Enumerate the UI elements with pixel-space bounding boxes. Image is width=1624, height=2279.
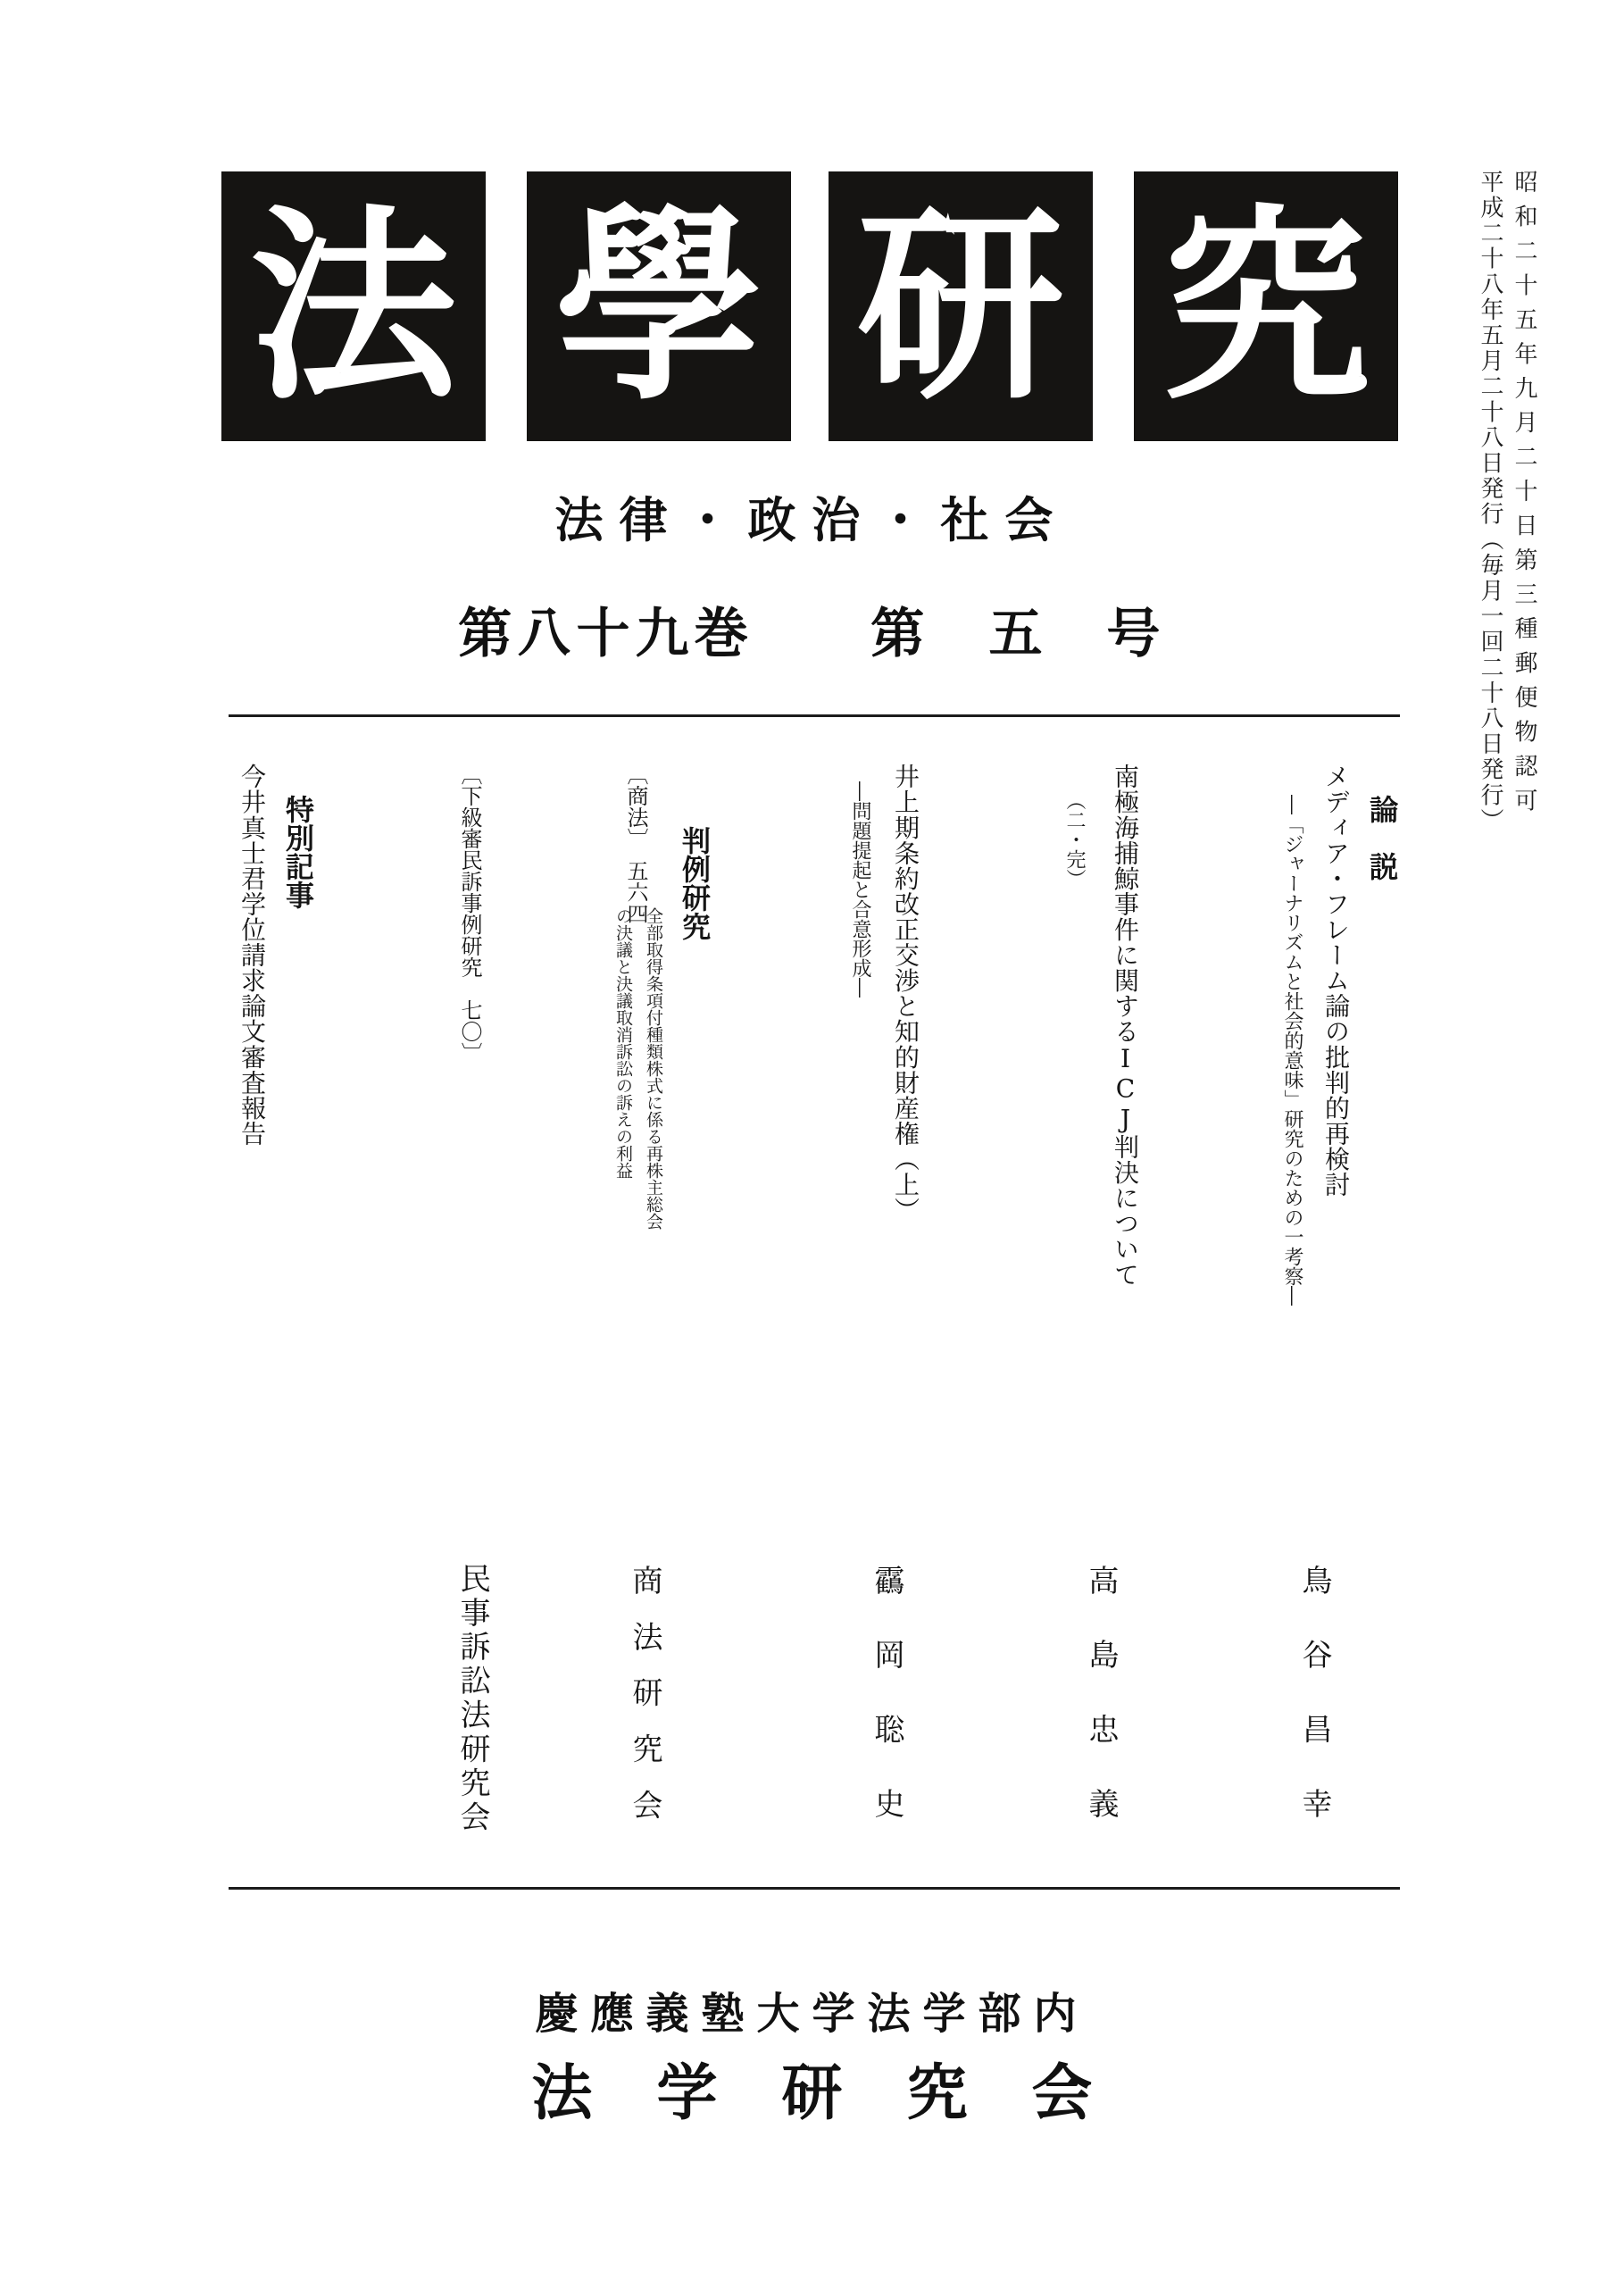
- case-2-author: 民事訴訟法研究会: [454, 1563, 490, 1835]
- toc-bottom-rule: [229, 1887, 1400, 1890]
- article-2-title-pre: 南極海捕鯨事件に関する: [1111, 764, 1140, 1045]
- article-3-subtitle: ―問題提起と合意形成―: [849, 781, 871, 998]
- case-1-author: 商法研究会: [627, 1565, 662, 1846]
- publisher-location: 慶應義塾大学法学部内: [535, 1989, 1089, 2039]
- article-2-note: （二・完）: [1063, 790, 1086, 889]
- article-3-author: 靍岡聡史: [869, 1565, 904, 1863]
- article-3-title: 井上期条約改正交渉と知的財産権（上）: [891, 764, 920, 1223]
- publisher-name: 法学研究会: [531, 2058, 1157, 2129]
- article-1-author: 鳥谷昌幸: [1296, 1565, 1332, 1863]
- section-label-case-studies: 判例研究: [678, 826, 712, 940]
- journal-subtitle: 法律・政治・社会: [554, 491, 1070, 548]
- postal-approval-line: 昭和二十五年九月二十日第三種郵便物認可: [1511, 170, 1537, 823]
- article-1-subtitle: ―「ジャーナリズムと社会的意味」研究のための一考察―: [1281, 795, 1303, 1306]
- masthead-tile-4: [1134, 171, 1398, 441]
- masthead-char-1: 法: [249, 184, 457, 428]
- masthead-tile-2: [527, 171, 791, 441]
- case-1-title-line-2: の決議と決議取消訴訟の訴えの利益: [613, 907, 633, 1179]
- case-2-heading: 〔下級審民訴事例研究 七〇〕: [457, 764, 482, 1064]
- issue-date-line: 平成二十八年五月二十八日発行（毎月一回二十八日発行）: [1477, 170, 1503, 834]
- masthead-tile-3: [829, 171, 1093, 441]
- article-1-title: メディア・フレーム論の批判的再検討: [1321, 764, 1351, 1198]
- special-article-title: 今井真士君学位請求論文審査報告: [237, 764, 267, 1147]
- toc-top-rule: [229, 714, 1400, 717]
- article-2-title: [1111, 764, 1140, 1288]
- article-2-author: 高島忠義: [1083, 1565, 1119, 1863]
- volume-issue-line: 第八十九巻 第 五 号: [458, 603, 1166, 665]
- article-2-title-latin: ICJ: [1111, 1044, 1140, 1134]
- section-label-articles: 論 説: [1365, 795, 1399, 881]
- section-label-special: 特別記事: [281, 795, 315, 909]
- publication-info: [1478, 170, 1536, 1286]
- case-1-title-line-1: 全部取得条項付種類株式に係る再株主総会: [644, 907, 663, 1230]
- masthead-char-4: 究: [1162, 184, 1370, 428]
- article-2-title-post: 判決について: [1111, 1133, 1140, 1288]
- masthead-char-2: 學: [554, 184, 762, 428]
- masthead-tile-1: [221, 171, 486, 441]
- case-1-heading: 〔商法〕 五六四: [623, 764, 648, 924]
- masthead-char-3: 研: [856, 184, 1064, 428]
